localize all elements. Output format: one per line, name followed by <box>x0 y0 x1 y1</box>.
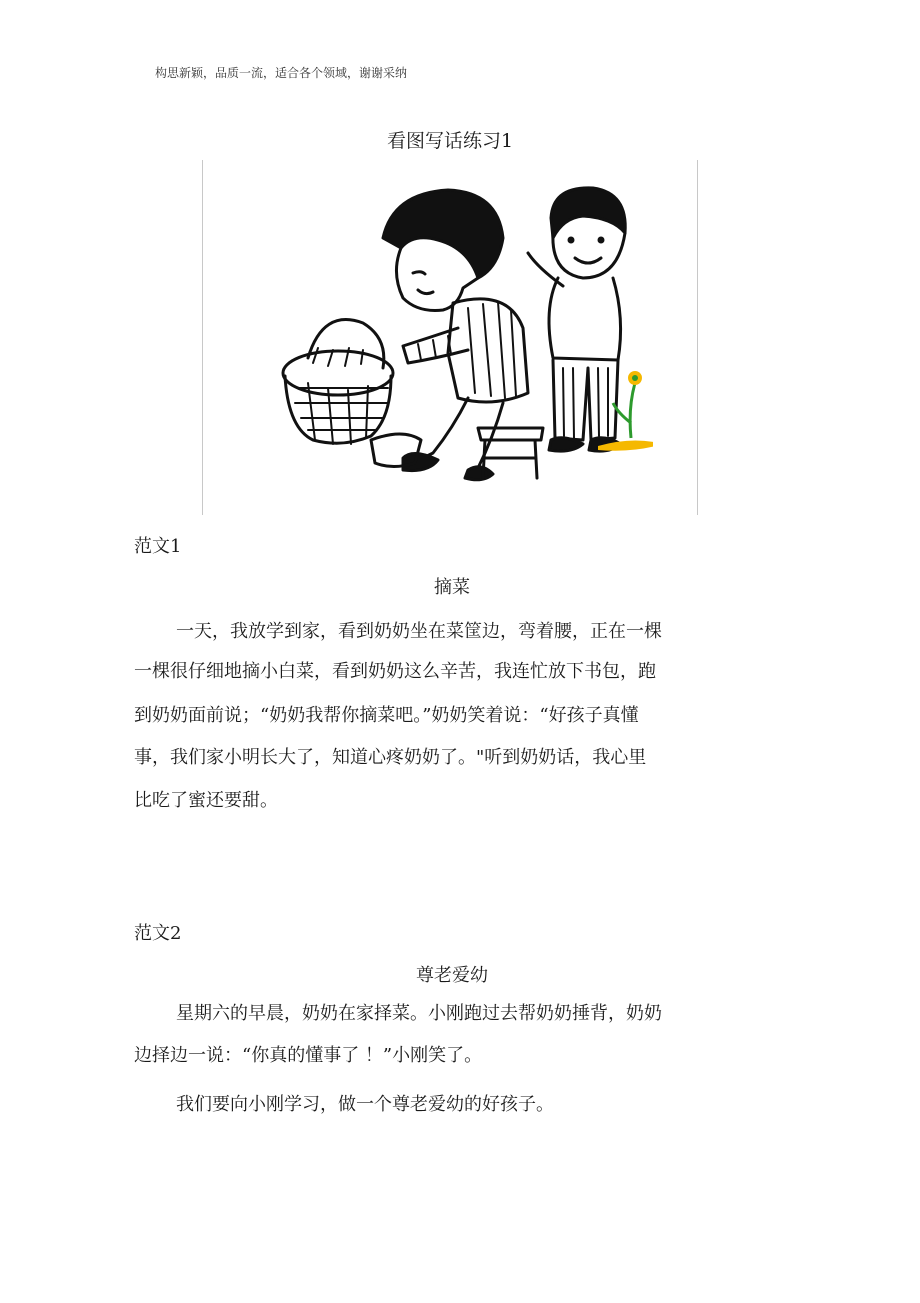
grandma-and-boy-illustration <box>253 178 653 498</box>
sample2-title: 尊老爱幼 <box>416 965 488 986</box>
sample2-line: 边择边一说：“你真的懂事了 ！”小刚笑了。 <box>134 1045 483 1066</box>
sample1-line: 一天，我放学到家，看到奶奶坐在菜筐边，弯着腰，正在一棵 <box>176 621 662 642</box>
boy-face <box>553 233 625 278</box>
sample2-line: 星期六的早晨，奶奶在家择菜。小刚跑过去帮奶奶捶背，奶奶 <box>176 1003 662 1024</box>
sample2-line: 我们要向小刚学习，做一个尊老爱幼的好孩子。 <box>176 1094 554 1115</box>
boy-hair <box>551 188 625 238</box>
sample1-label: 范文1 <box>134 536 182 557</box>
sample2-label: 范文2 <box>134 923 182 944</box>
grandma-hair <box>383 190 503 278</box>
sample1-line: 到奶奶面前说；“奶奶我帮你摘菜吧。”奶奶笑着说：“好孩子真懂 <box>134 705 639 726</box>
illustration-frame <box>202 160 698 515</box>
sample1-line: 比吃了蜜还要甜。 <box>134 790 278 811</box>
sample1-title: 摘菜 <box>434 577 470 598</box>
header-slogan: 构思新颖，品质一流，适合各个领域，谢谢采纳 <box>155 66 408 80</box>
sample1-line: 一棵很仔细地摘小白菜，看到奶奶这么辛苦，我连忙放下书包，跑 <box>134 661 656 682</box>
basket-body <box>285 376 391 443</box>
grandma-shoe <box>403 453 438 470</box>
stool <box>478 428 543 440</box>
boy-shirt <box>549 278 621 360</box>
sample1-line: 事，我们家小明长大了，知道心疼奶奶了。"听到奶奶话，我心里 <box>134 747 647 768</box>
page-title: 看图写话练习1 <box>386 130 514 152</box>
